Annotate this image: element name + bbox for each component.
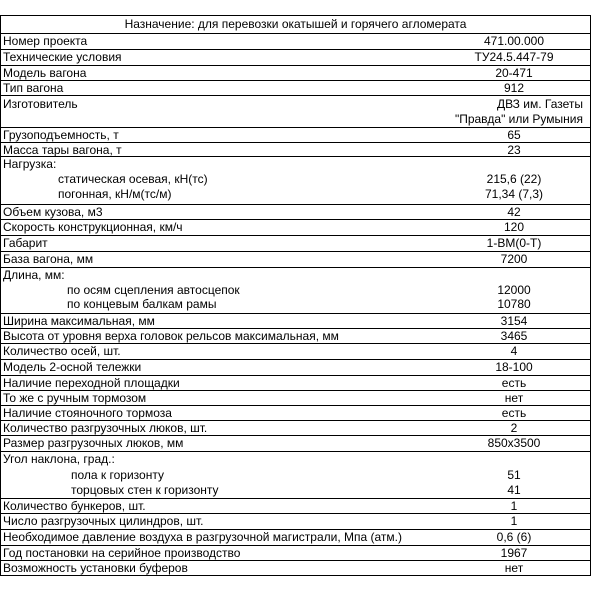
sub-row-value: 12000 bbox=[497, 283, 531, 297]
row-value: 1 bbox=[510, 514, 518, 528]
row-value: 65 bbox=[507, 128, 521, 142]
row-value: 2 bbox=[510, 421, 518, 435]
sub-row-value: 71,34 (7,3) bbox=[484, 187, 544, 201]
table-row bbox=[1, 390, 590, 405]
row-label: Угол наклона, град.: bbox=[3, 452, 115, 466]
row-label: Грузоподъемность, т bbox=[3, 128, 119, 142]
table-row bbox=[1, 529, 590, 545]
row-value-line: ДВЗ им. Газеты bbox=[496, 97, 583, 111]
row-value-line: "Правда" или Румыния bbox=[454, 112, 583, 126]
row-value: 4 bbox=[510, 344, 518, 358]
table-row bbox=[1, 80, 590, 95]
row-label: То же с ручным тормозом bbox=[3, 391, 147, 405]
row-value: 20-471 bbox=[495, 66, 533, 80]
table-row bbox=[1, 375, 590, 390]
row-value: 23 bbox=[507, 143, 521, 157]
sub-row-label: торцовых стен к горизонту bbox=[71, 483, 219, 497]
row-value: 850х3500 bbox=[487, 436, 541, 450]
row-value: нет bbox=[504, 561, 524, 575]
sub-row-label: статическая осевая, кН(тс) bbox=[58, 172, 208, 186]
table-row bbox=[1, 142, 590, 156]
row-label: Количество разгрузочных люков, шт. bbox=[3, 421, 208, 435]
table-row bbox=[1, 359, 590, 375]
row-value: ТУ24.5.447-79 bbox=[474, 50, 554, 64]
table-row bbox=[1, 267, 590, 313]
table-row bbox=[1, 65, 590, 80]
row-value: есть bbox=[501, 406, 527, 420]
row-value: нет bbox=[504, 391, 524, 405]
row-value: 1-ВМ(0-Т) bbox=[486, 236, 542, 250]
table-row bbox=[1, 451, 590, 498]
table-row bbox=[1, 235, 590, 251]
table-row bbox=[1, 33, 590, 49]
sub-row-label: пола к горизонту bbox=[71, 468, 164, 482]
table-row bbox=[1, 95, 590, 127]
row-value: 7200 bbox=[500, 252, 528, 266]
row-label: Тип вагона bbox=[3, 81, 64, 95]
row-value: 1967 bbox=[500, 546, 528, 560]
row-value: 912 bbox=[503, 81, 525, 95]
row-value: 18-100 bbox=[495, 360, 533, 374]
row-value: есть bbox=[501, 376, 527, 390]
sub-row-label: по осям сцепления автосцепок bbox=[67, 283, 240, 297]
row-label: Технические условия bbox=[3, 50, 122, 64]
sub-row-value: 41 bbox=[507, 483, 521, 497]
table-title-row bbox=[1, 15, 590, 33]
row-value: 3465 bbox=[500, 329, 528, 343]
row-value: 1 bbox=[510, 499, 518, 513]
row-label: Номер проекта bbox=[3, 34, 88, 48]
row-label: Количество бункеров, шт. bbox=[3, 499, 146, 513]
row-label: Скорость конструкционная, км/ч bbox=[3, 220, 183, 234]
table-row bbox=[1, 498, 590, 513]
row-label: Год постановки на серийное производство bbox=[3, 546, 241, 560]
table-title: Назначение: для перевозки окатышей и горячего агломерата bbox=[124, 17, 467, 31]
table-row bbox=[1, 219, 590, 235]
table-row bbox=[1, 420, 590, 435]
table-row bbox=[1, 545, 590, 560]
table-row bbox=[1, 313, 590, 328]
sub-row-value: 215,6 (22) bbox=[486, 172, 542, 186]
row-label: Наличие переходной площадки bbox=[3, 376, 180, 390]
row-label: Объем кузова, м3 bbox=[3, 205, 103, 219]
row-value: 3154 bbox=[500, 314, 528, 328]
table-row bbox=[1, 127, 590, 142]
row-label: База вагона, мм bbox=[3, 252, 94, 266]
row-label: Наличие стояночного тормоза bbox=[3, 406, 172, 420]
row-label: Модель вагона bbox=[3, 66, 87, 80]
sub-row-value: 10780 bbox=[497, 297, 531, 311]
row-value: 42 bbox=[507, 205, 521, 219]
row-label: Изготовитель bbox=[3, 97, 78, 111]
table-row bbox=[1, 156, 590, 204]
row-label: Длина, мм: bbox=[3, 268, 65, 282]
row-value: 0,6 (6) bbox=[496, 530, 532, 544]
table-row bbox=[1, 204, 590, 219]
sub-row-value: 51 bbox=[507, 468, 521, 482]
table-row bbox=[1, 513, 590, 529]
row-value: 120 bbox=[503, 220, 525, 234]
table-row bbox=[1, 49, 590, 65]
sub-row-label: погонная, кН/м(тс/м) bbox=[58, 187, 172, 201]
row-label: Размер разгрузочных люков, мм bbox=[3, 436, 184, 450]
row-label: Масса тары вагона, т bbox=[3, 143, 122, 157]
table-row bbox=[1, 405, 590, 420]
table-row bbox=[1, 560, 590, 576]
row-label: Количество осей, шт. bbox=[3, 344, 121, 358]
row-label: Необходимое давление воздуха в разгрузочной магистрали, Мпа (атм.) bbox=[3, 530, 402, 544]
table-row bbox=[1, 435, 590, 451]
row-label: Модель 2-осной тележки bbox=[3, 360, 142, 374]
table-row bbox=[1, 343, 590, 359]
row-label: Ширина максимальная, мм bbox=[3, 314, 155, 328]
row-label: Нагрузка: bbox=[3, 157, 57, 171]
spec-table bbox=[0, 15, 591, 576]
table-row bbox=[1, 328, 590, 343]
row-label: Габарит bbox=[3, 236, 48, 250]
row-label: Высота от уровня верха головок рельсов максимальная, мм bbox=[3, 329, 339, 343]
table-row bbox=[1, 251, 590, 267]
row-label: Возможность установки буферов bbox=[3, 561, 188, 575]
row-value: 471.00.000 bbox=[483, 34, 545, 48]
row-label: Число разгрузочных цилиндров, шт. bbox=[3, 514, 204, 528]
sub-row-label: по концевым балкам рамы bbox=[67, 297, 217, 311]
